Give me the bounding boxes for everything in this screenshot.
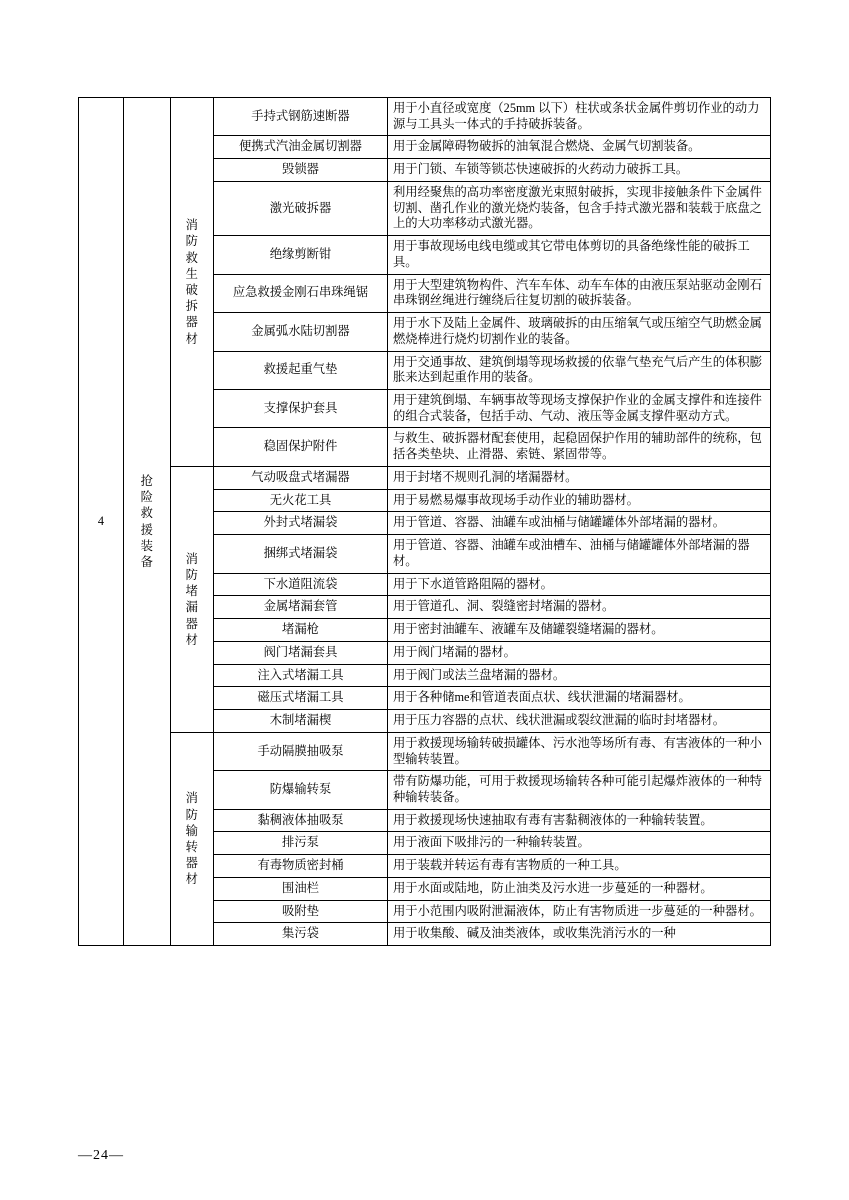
cell-item-name: 阀门堵漏套具 xyxy=(214,641,388,664)
cell-item-name: 下水道阻流袋 xyxy=(214,573,388,596)
cell-item-desc: 用于救援现场快速抽取有毒有害黏稠液体的一种输转装置。 xyxy=(388,809,771,832)
cell-item-name: 稳固保护附件 xyxy=(214,428,388,466)
cell-item-desc: 用于液面下吸排污的一种输转装置。 xyxy=(388,832,771,855)
cell-item-desc: 用于各种储me和管道表面点状、线状泄漏的堵漏器材。 xyxy=(388,687,771,710)
cell-item-desc: 用于小范围内吸附泄漏液体，防止有害物质进一步蔓延的一种器材。 xyxy=(388,900,771,923)
cell-item-desc: 用于水下及陆上金属件、玻璃破拆的由压缩氧气或压缩空气助燃金属燃烧棒进行烧灼切割作业的装备。 xyxy=(388,313,771,351)
cell-item-name: 有毒物质密封桶 xyxy=(214,855,388,878)
cell-subcategory-plugging xyxy=(171,466,214,732)
cell-item-desc: 用于水面或陆地，防止油类及污水进一步蔓延的一种器材。 xyxy=(388,877,771,900)
category-vertical-text: 抢 险 救 援 装 备 xyxy=(140,473,154,569)
subcategory-vertical-text: 消 防 堵 漏 器 材 xyxy=(185,551,199,647)
cell-item-name: 木制堵漏楔 xyxy=(214,710,388,733)
subcategory-vertical-text: 消 防 救 生 破 拆 器 材 xyxy=(185,218,199,346)
cell-item-desc: 用于管道、容器、油罐车或油桶与储罐罐体外部堵漏的器材。 xyxy=(388,512,771,535)
cell-row-number: 4 xyxy=(79,98,124,946)
cell-item-desc: 用于压力容器的点状、线状泄漏或裂纹泄漏的临时封堵器材。 xyxy=(388,710,771,733)
cell-item-desc: 用于密封油罐车、液罐车及储罐裂缝堵漏的器材。 xyxy=(388,619,771,642)
cell-item-name: 激光破拆器 xyxy=(214,181,388,235)
cell-item-desc: 与救生、破拆器材配套使用，起稳固保护作用的辅助部件的统称，包括各类垫块、止滑器、索链、紧固带等。 xyxy=(388,428,771,466)
cell-item-desc: 用于救援现场输转破损罐体、污水池等场所有毒、有害液体的一种小型输转装置。 xyxy=(388,732,771,770)
cell-item-desc: 用于交通事故、建筑倒塌等现场救援的依靠气垫充气后产生的体积膨胀来达到起重作用的装备。 xyxy=(388,351,771,389)
cell-item-name: 应急救援金刚石串珠绳锯 xyxy=(214,274,388,312)
cell-item-name: 排污泵 xyxy=(214,832,388,855)
cell-subcategory-transfer xyxy=(171,732,214,945)
table-row xyxy=(79,98,771,136)
subcategory-vertical-text: 消 防 输 转 器 材 xyxy=(185,791,199,887)
cell-item-name: 围油栏 xyxy=(214,877,388,900)
cell-item-name: 注入式堵漏工具 xyxy=(214,664,388,687)
cell-item-desc: 用于装载并转运有毒有害物质的一种工具。 xyxy=(388,855,771,878)
page-number: —24— xyxy=(78,1148,124,1163)
cell-item-desc: 用于阀门或法兰盘堵漏的器材。 xyxy=(388,664,771,687)
cell-subcategory-rescue-breaking xyxy=(171,98,214,467)
cell-item-desc: 用于金属障碍物破拆的油氧混合燃烧、金属气切割装备。 xyxy=(388,136,771,159)
cell-item-name: 集污袋 xyxy=(214,923,388,946)
cell-item-name: 金属堵漏套管 xyxy=(214,596,388,619)
cell-item-desc: 带有防爆功能，可用于救援现场输转各种可能引起爆炸液体的一种特种输转装备。 xyxy=(388,771,771,809)
cell-item-name: 救援起重气垫 xyxy=(214,351,388,389)
cell-item-desc: 用于事故现场电线电缆或其它带电体剪切的具备绝缘性能的破拆工具。 xyxy=(388,236,771,274)
table-row xyxy=(79,732,771,770)
cell-item-name: 磁压式堵漏工具 xyxy=(214,687,388,710)
cell-item-name: 便携式汽油金属切割器 xyxy=(214,136,388,159)
table-body xyxy=(79,98,771,946)
cell-item-name: 捆绑式堵漏袋 xyxy=(214,535,388,573)
cell-item-name: 无火花工具 xyxy=(214,489,388,512)
cell-item-desc: 用于封堵不规则孔洞的堵漏器材。 xyxy=(388,466,771,489)
cell-item-name: 金属弧水陆切割器 xyxy=(214,313,388,351)
equipment-spec-table xyxy=(78,97,771,946)
cell-item-desc: 用于建筑倒塌、车辆事故等现场支撑保护作业的金属支撑件和连接件的组合式装备，包括手动、气动、液压等金属支撑件驱动方式。 xyxy=(388,390,771,428)
cell-item-name: 绝缘剪断钳 xyxy=(214,236,388,274)
cell-item-desc: 用于门锁、车锁等锁芯快速破拆的火药动力破拆工具。 xyxy=(388,159,771,182)
cell-item-name: 手持式钢筋速断器 xyxy=(214,98,388,136)
cell-item-desc: 用于阀门堵漏的器材。 xyxy=(388,641,771,664)
cell-item-name: 黏稠液体抽吸泵 xyxy=(214,809,388,832)
cell-item-name: 毁锁器 xyxy=(214,159,388,182)
cell-item-desc: 用于管道孔、洞、裂缝密封堵漏的器材。 xyxy=(388,596,771,619)
cell-item-name: 防爆输转泵 xyxy=(214,771,388,809)
cell-item-desc: 利用经聚焦的高功率密度激光束照射破拆，实现非接触条件下金属件切割、凿孔作业的激光烧灼装备，包含手持式激光器和装载于底盘之上的大功率移动式激光器。 xyxy=(388,181,771,235)
cell-item-name: 气动吸盘式堵漏器 xyxy=(214,466,388,489)
table-row xyxy=(79,466,771,489)
cell-item-desc: 用于管道、容器、油罐车或油槽车、油桶与储罐罐体外部堵漏的器材。 xyxy=(388,535,771,573)
cell-item-name: 吸附垫 xyxy=(214,900,388,923)
cell-item-desc: 用于易燃易爆事故现场手动作业的辅助器材。 xyxy=(388,489,771,512)
cell-item-desc: 用于小直径或宽度（25mm 以下）柱状或条状金属件剪切作业的动力源与工具头一体式的手持破拆装备。 xyxy=(388,98,771,136)
cell-item-name: 支撑保护套具 xyxy=(214,390,388,428)
cell-item-desc: 用于下水道管路阻隔的器材。 xyxy=(388,573,771,596)
cell-item-name: 外封式堵漏袋 xyxy=(214,512,388,535)
cell-item-desc: 用于大型建筑物构件、汽车车体、动车车体的由液压泵站驱动金刚石串珠钢丝绳进行缠绕后往复切割的破拆装备。 xyxy=(388,274,771,312)
cell-item-name: 堵漏枪 xyxy=(214,619,388,642)
cell-category xyxy=(124,98,171,946)
cell-item-name: 手动隔膜抽吸泵 xyxy=(214,732,388,770)
cell-item-desc: 用于收集酸、碱及油类液体，或收集洗消污水的一种 xyxy=(388,923,771,946)
